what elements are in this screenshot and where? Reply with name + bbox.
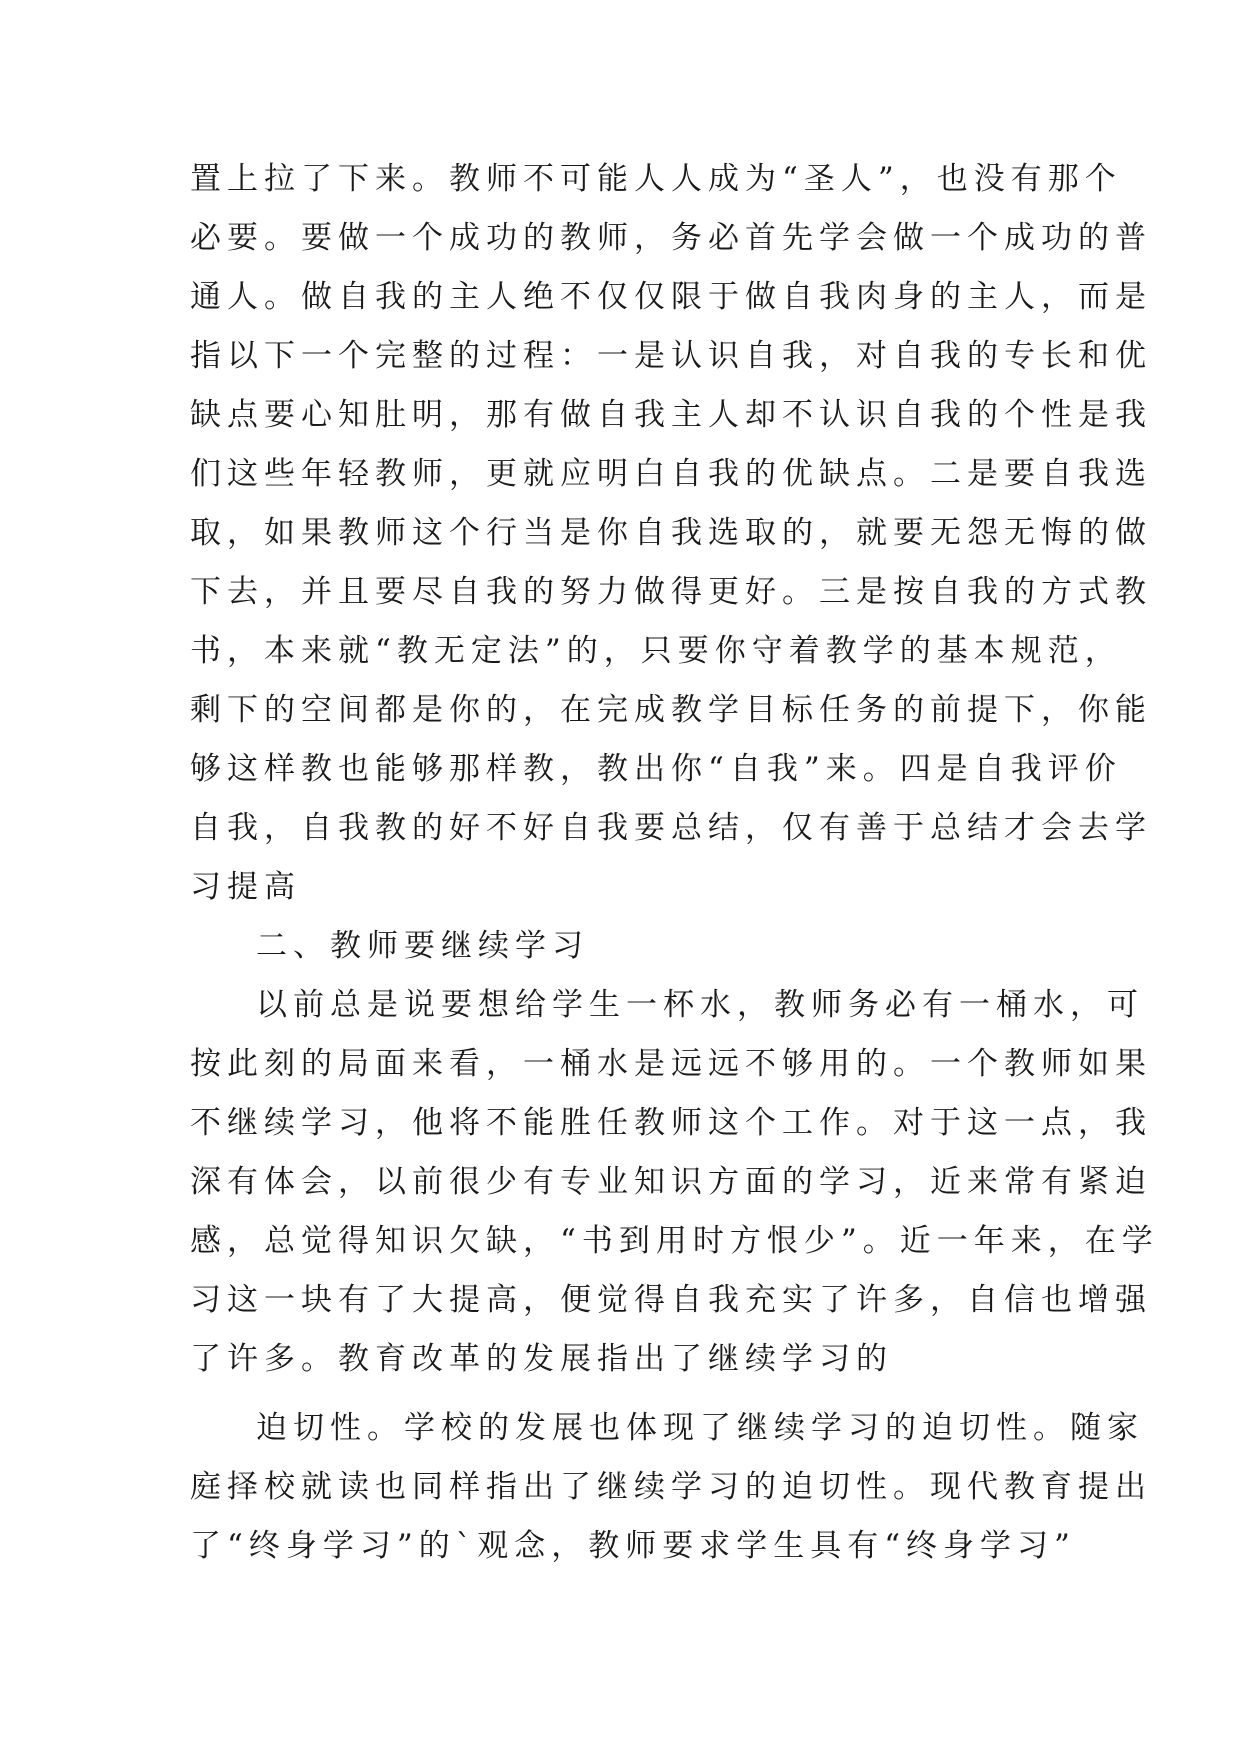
body-text bbox=[190, 150, 1159, 1576]
text-line: 了许多。教育改革的发展指出了继续学习的 bbox=[190, 1341, 893, 1377]
text-line: 下去，并且要尽自我的努力做得更好。三是按自我的方式教 bbox=[190, 574, 1152, 610]
text-line: 够这样教也能够那样教，教出你“自我”来。四是自我评价 bbox=[190, 751, 1122, 787]
text-line: 置上拉了下来。教师不可能人人成为“圣人”，也没有那个 bbox=[190, 161, 1122, 197]
text-line: 通人。做自我的主人绝不仅仅限于做自我肉身的主人，而是 bbox=[190, 279, 1152, 315]
paragraph-start: 迫切性。学校的发展也体现了继续学习的迫切性。随家 bbox=[256, 1410, 1144, 1446]
paragraph-start: 以前总是说要想给学生一杯水，教师务必有一桶水，可 bbox=[256, 987, 1144, 1023]
text-line: 剩下的空间都是你的，在完成教学目标任务的前提下，你能 bbox=[190, 692, 1152, 728]
text-line: 习这一块有了大提高，便觉得自我充实了许多，自信也增强 bbox=[190, 1282, 1152, 1318]
text-line: 取，如果教师这个行当是你自我选取的，就要无怨无悔的做 bbox=[190, 515, 1152, 551]
text-line: 不继续学习，他将不能胜任教师这个工作。对于这一点，我 bbox=[190, 1105, 1152, 1141]
text-line: 自我，自我教的好不好自我要总结，仅有善于总结才会去学 bbox=[190, 810, 1152, 846]
text-line: 书，本来就“教无定法”的，只要你守着教学的基本规范， bbox=[190, 633, 1122, 669]
text-line: 深有体会，以前很少有专业知识方面的学习，近来常有紧迫 bbox=[190, 1164, 1152, 1200]
text-line: 指以下一个完整的过程：一是认识自我，对自我的专长和优 bbox=[190, 338, 1152, 374]
text-line: 必要。要做一个成功的教师，务必首先学会做一个成功的普 bbox=[190, 220, 1152, 256]
text-line: 了“终身学习”的`观念，教师要求学生具有“终身学习” bbox=[190, 1528, 1076, 1564]
text-line: 缺点要心知肚明，那有做自我主人却不认识自我的个性是我 bbox=[190, 397, 1152, 433]
text-line: 习提高 bbox=[190, 869, 301, 905]
text-line: 庭择校就读也同样指出了继续学习的迫切性。现代教育提出 bbox=[190, 1469, 1152, 1505]
text-line: 按此刻的局面来看，一桶水是远远不够用的。一个教师如果 bbox=[190, 1046, 1152, 1082]
text-line: 们这些年轻教师，更就应明白自我的优缺点。二是要自我选 bbox=[190, 456, 1152, 492]
section-heading: 二、教师要继续学习 bbox=[256, 928, 589, 964]
text-line: 感，总觉得知识欠缺，“书到用时方恨少”。近一年来，在学 bbox=[190, 1223, 1159, 1259]
